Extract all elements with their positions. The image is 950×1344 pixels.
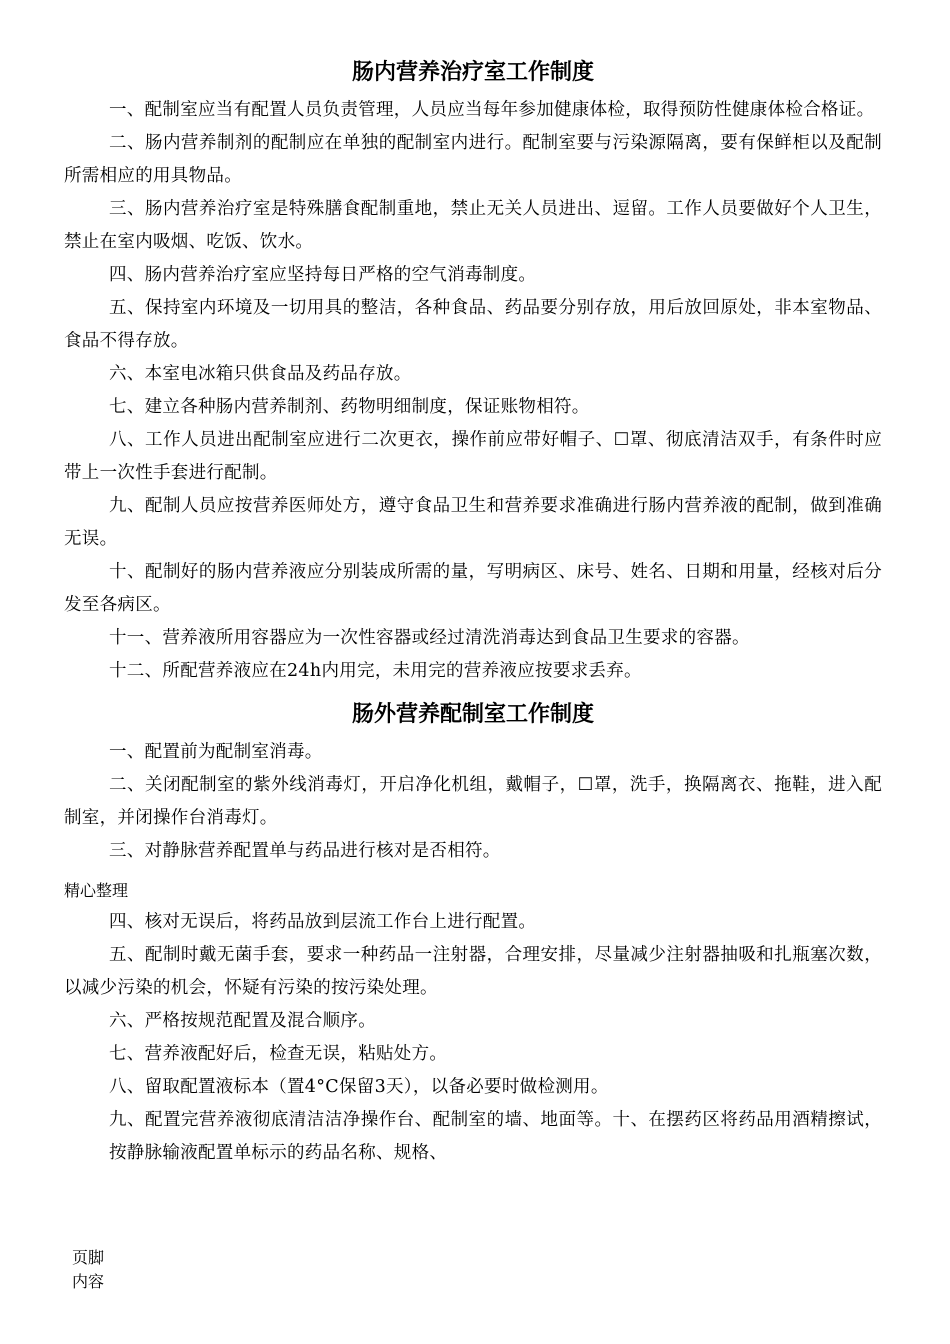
section1-item: 七、建立各种肠内营养制剂、药物明细制度，保证账物相符。 (109, 397, 590, 417)
section2-last-item: 九、配置完营养液彻底清洁洁净操作台、配制室的墙、地面等。十、在摆药区将药品用酒精擦试，按静脉输液配置单标示的药品名称、规格、 (109, 1110, 882, 1163)
section1-item: 一、配制室应当有配置人员负责管理，人员应当每年参加健康体检，取得预防性健康体检合格证。 (109, 100, 875, 120)
footer-line: 内容 (72, 1272, 105, 1291)
watermark-text: 精心整理 (64, 881, 129, 900)
section2-item: 一、配置前为配制室消毒。 (109, 742, 323, 762)
section2-item: 二、关闭配制室的紫外线消毒灯，开启净化机组，戴帽子，☐罩，洗手，换隔离衣、拖鞋，进入配制室，并闭操作台消毒灯。 (64, 775, 882, 828)
section1-list (64, 94, 882, 688)
section1-item: 六、本室电冰箱只供食品及药品存放。 (109, 364, 412, 384)
section2-item: 八、留取配置液标本（置4°C保留3天），以备必要时做检测用。 (109, 1077, 609, 1097)
footer-line: 页脚 (72, 1248, 105, 1267)
section2-item: 六、严格按规范配置及混合顺序。 (109, 1011, 376, 1031)
section1-item: 十二、所配营养液应在24h内用完，未用完的营养液应按要求丢弃。 (109, 661, 642, 681)
section1-item: 十一、营养液所用容器应为一次性容器或经过清洗消毒达到食品卫生要求的容器。 (109, 628, 750, 648)
page-footer (72, 1246, 132, 1294)
section2-title: 肠外营养配制室工作制度 (351, 701, 594, 727)
section1-title: 肠内营养治疗室工作制度 (351, 59, 594, 85)
section1-item: 九、配制人员应按营养医师处方，遵守食品卫生和营养要求准确进行肠内营养液的配制，做到准确无误。 (64, 496, 882, 549)
section1-item: 十、配制好的肠内营养液应分别装成所需的量，写明病区、床号、姓名、日期和用量，经核对后分发至各病区。 (64, 562, 882, 615)
section2-item: 七、营养液配好后，检查无误，粘贴处方。 (109, 1044, 448, 1064)
section2-item: 三、对静脉营养配置单与药品进行核对是否相符。 (109, 841, 501, 861)
section1-item: 四、肠内营养治疗室应坚持每日严格的空气消毒制度。 (109, 265, 537, 285)
section1-item: 二、肠内营养制剂的配制应在单独的配制室内进行。配制室要与污染源隔离，要有保鲜柜以及配制所需相应的用具物品。 (64, 133, 882, 186)
section1-item: 八、工作人员进出配制室应进行二次更衣，操作前应带好帽子、☐罩、彻底清洁双手，有条件时应带上一次性手套进行配制。 (64, 430, 882, 483)
document-page (64, 50, 882, 1170)
section1-item: 三、肠内营养治疗室是特殊膳食配制重地，禁止无关人员进出、逗留。工作人员要做好个人卫生，禁止在室内吸烟、吃饭、饮水。 (64, 199, 882, 252)
section1-item: 五、保持室内环境及一切用具的整洁，各种食品、药品要分别存放，用后放回原处，非本室物品、食品不得存放。 (64, 298, 882, 351)
section2-item: 四、核对无误后，将药品放到层流工作台上进行配置。 (109, 912, 537, 932)
section2-list (64, 736, 882, 1170)
section2-item: 五、配制时戴无菌手套，要求一种药品一注射器，合理安排，尽量减少注射器抽吸和扎瓶塞次数，以减少污染的机会，怀疑有污染的按污染处理。 (64, 945, 882, 998)
